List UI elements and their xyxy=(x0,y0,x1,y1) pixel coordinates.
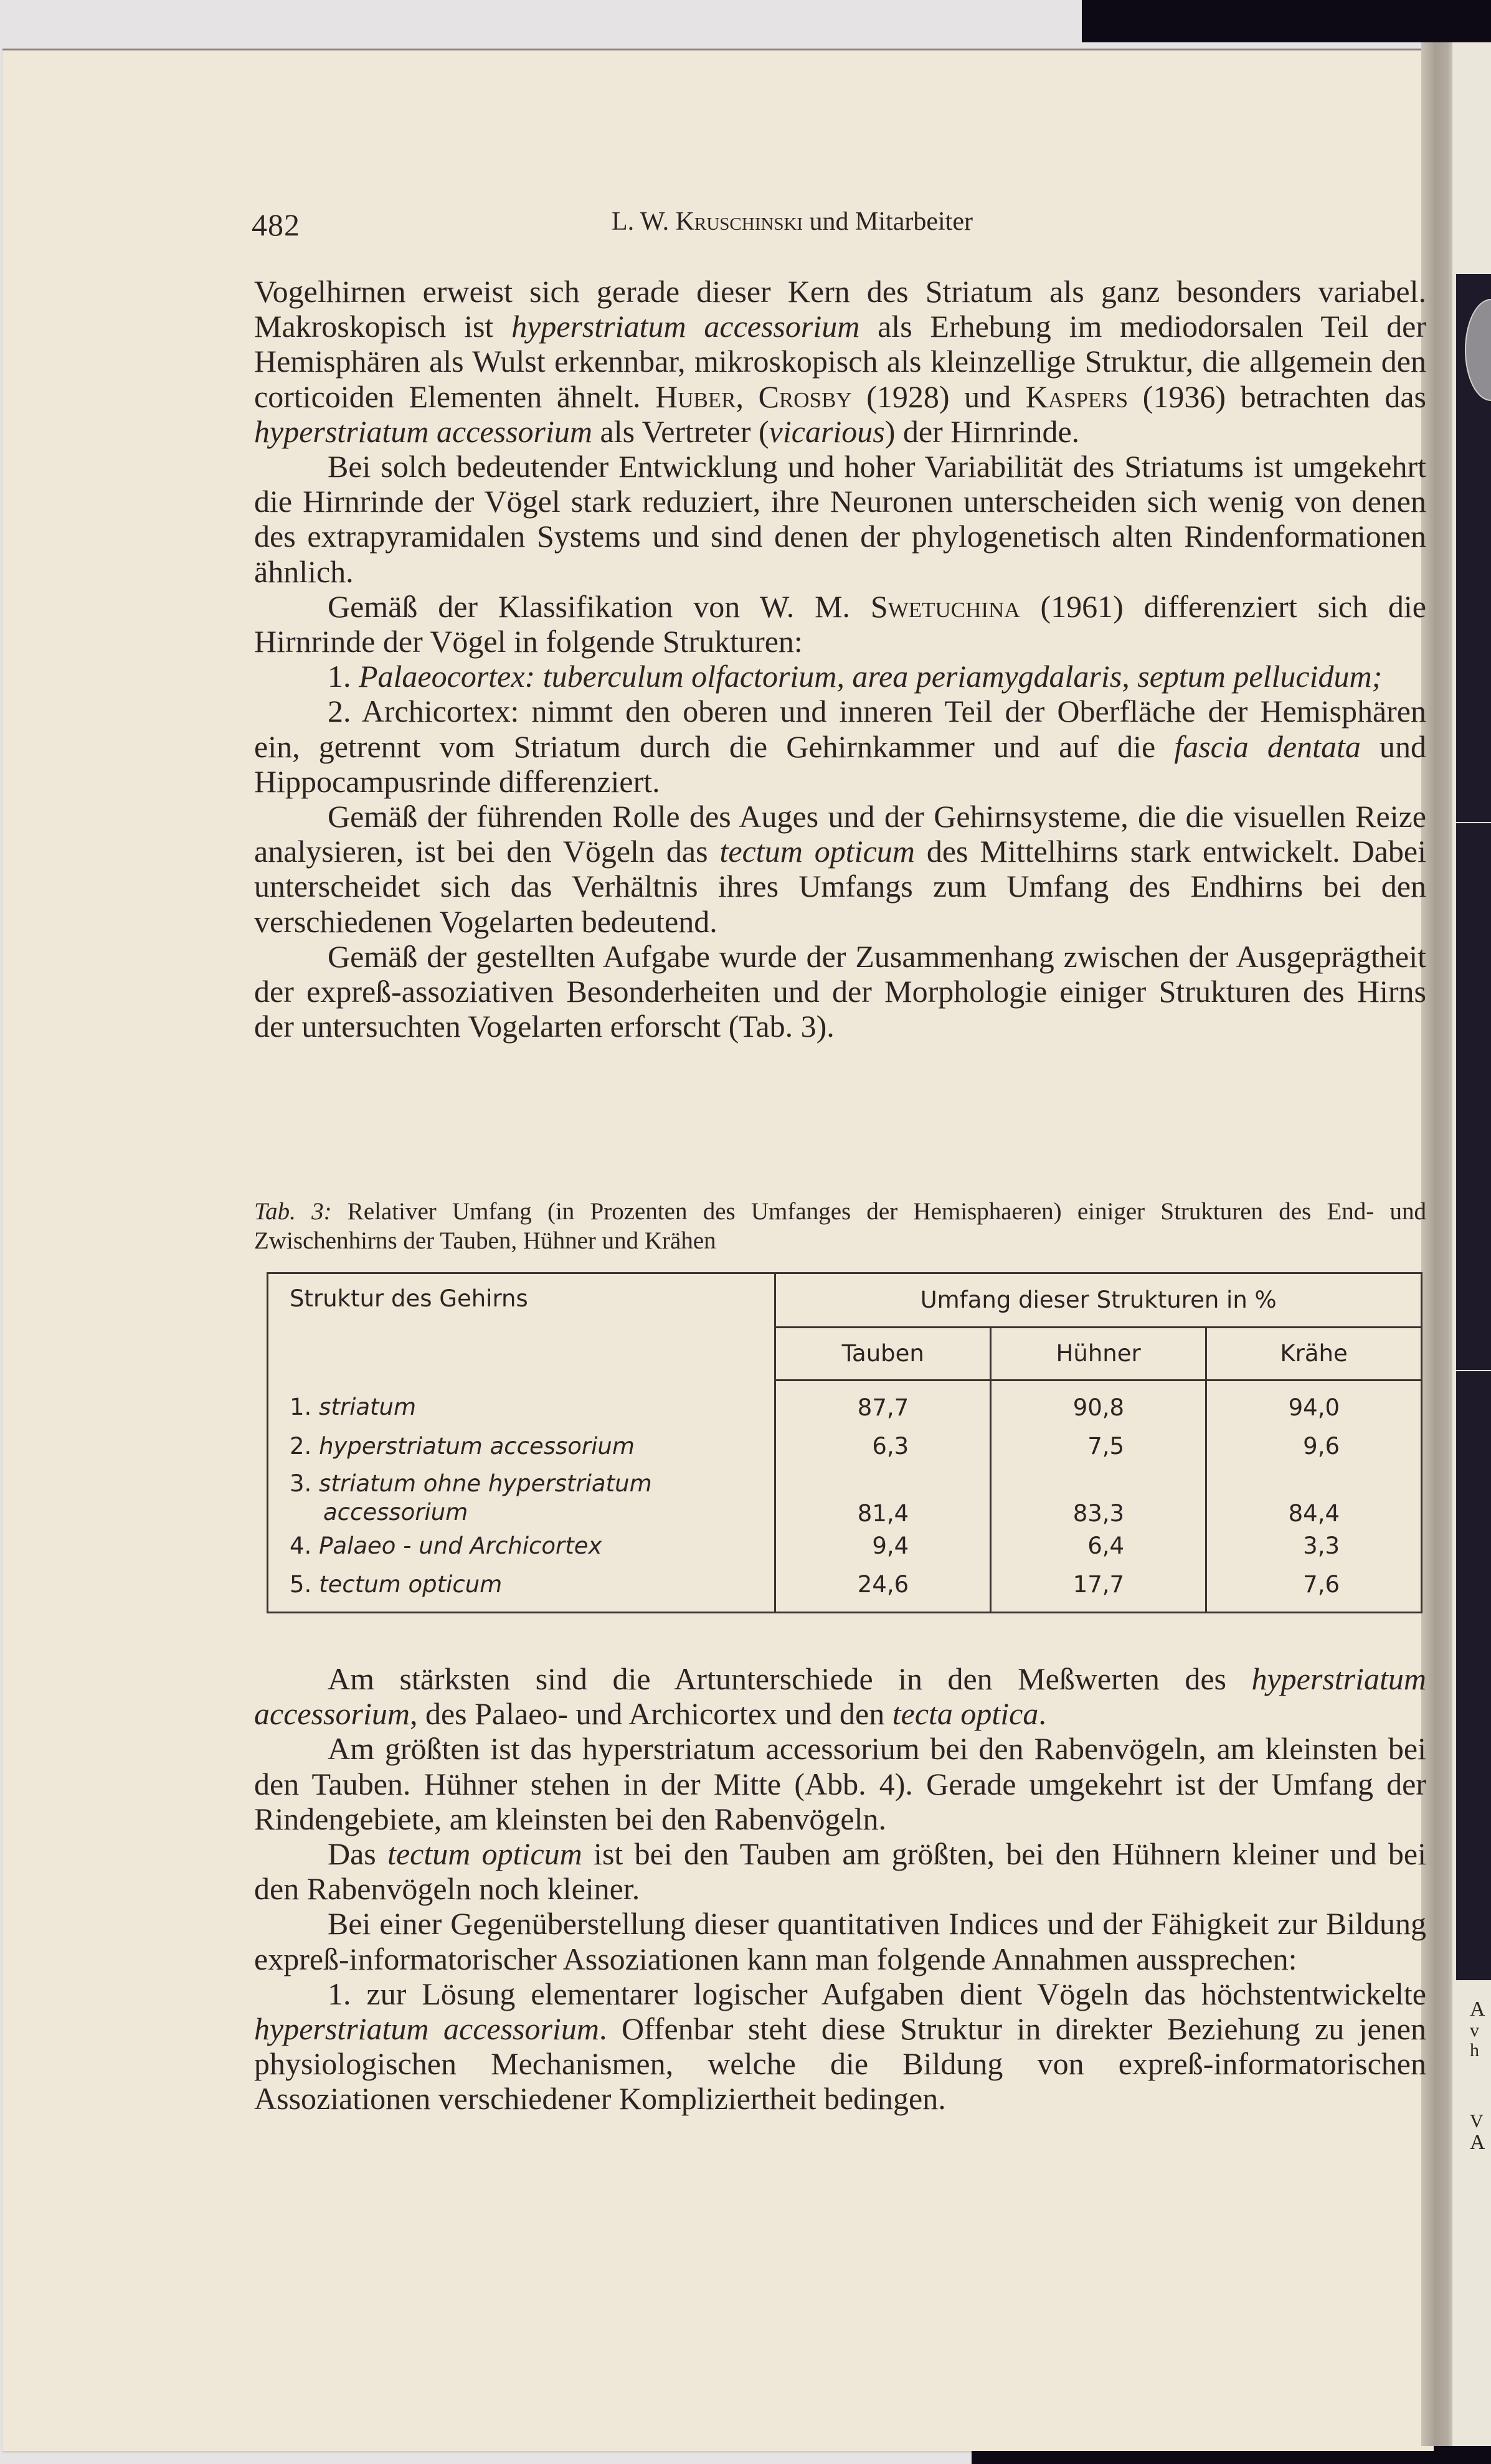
italic-term: hyperstriatum accessorium xyxy=(254,1661,1426,1732)
row-number: 1. xyxy=(290,1394,312,1421)
paragraph xyxy=(254,449,1426,589)
text-run: Vogelhirnen erweist sich gerade dieser Kern des Striatum als ganz besonders variabel. Makroskopisch ist xyxy=(254,274,1426,344)
row-number: 4. xyxy=(290,1532,312,1559)
text-run: (1961) differenziert sich die Hirnrinde der Vögel in folgende Strukturen: xyxy=(254,588,1426,659)
cell-huehner: 7,5 xyxy=(991,1427,1206,1466)
italic-term: tecta optica xyxy=(892,1696,1039,1732)
cell-tauben: 9,4 xyxy=(775,1527,991,1565)
cell-tauben: 87,7 xyxy=(775,1380,991,1427)
italic-term: hyperstriatum accessorium xyxy=(511,309,860,344)
cell-tauben: 6,3 xyxy=(775,1427,991,1466)
author-name: Crosby xyxy=(758,379,852,414)
cell-kraehe: 3,3 xyxy=(1206,1527,1422,1565)
text-run: 2. Archicortex: nimmt den oberen und inneren Teil der Oberfläche der Hemisphären ein, getrennt vom Striatum durch die Gehirnkammer und auf die xyxy=(254,694,1426,764)
table-row xyxy=(268,1427,1422,1466)
paragraph xyxy=(254,1836,1426,1906)
row-structure-name xyxy=(268,1466,775,1527)
italic-term: fascia dentata xyxy=(1174,729,1361,764)
text-run: ) der Hirnrinde. xyxy=(884,413,1080,449)
data-table xyxy=(267,1272,1422,1613)
paragraph xyxy=(254,1906,1426,1976)
text-run: Gemäß der führenden Rolle des Auges und der Gehirnsysteme, die die visuellen Reize analysieren, ist bei den Vögeln das xyxy=(254,799,1426,869)
table-caption xyxy=(254,1197,1426,1255)
running-head xyxy=(612,207,973,237)
photo-divider xyxy=(1456,822,1491,823)
author-name: Swetuchina xyxy=(870,588,1020,624)
table-row xyxy=(268,1527,1422,1565)
book-gutter xyxy=(1421,42,1456,2446)
text-run: . Offenbar steht diese Struktur in direkter Beziehung zu jenen physiologischen Mechanismen, welche die Bildung von expreß-informatorischen Assoziationen verschiedener Kompliziertheit bedingen. xyxy=(254,2011,1426,2117)
italic-term: tectum opticum xyxy=(719,834,915,869)
italic-term: tectum opticum xyxy=(387,1836,582,1872)
author-name: Huber xyxy=(655,379,736,414)
text-run: des Mittelhirns stark entwickelt. Dabei unterscheidet sich das Verhältnis ihres Umfangs zum Umfang des Endhirns bei den verschiedenen Vogelarten bedeutend. xyxy=(254,834,1426,939)
text-run: Gemäß der Klassifikation von W. M. xyxy=(328,588,871,624)
table-caption-text: Relativer Umfang (in Prozenten des Umfanges der Hemisphaeren) einiger Strukturen des End- und Zwischenhirns der Tauben, Hühner und Krähen xyxy=(254,1198,1426,1254)
paragraph xyxy=(254,939,1426,1044)
photo-divider xyxy=(1456,1370,1491,1371)
text-run: (1928) und xyxy=(851,379,1026,414)
column-header-kraehe: Krähe xyxy=(1206,1327,1422,1380)
italic-term: Palaeocortex: tuberculum olfactorium, area periamygdalaris, septum pellucidum; xyxy=(359,659,1383,694)
adjacent-caption-fragment: A xyxy=(1470,2131,1485,2154)
row-structure-name xyxy=(268,1527,775,1565)
cell-kraehe: 94,0 xyxy=(1206,1380,1422,1427)
text-run: 1. zur Lösung elementarer logischer Aufgaben dient Vögeln das höchstentwickelte xyxy=(328,1976,1426,2011)
row-label-continued: accessorium xyxy=(323,1498,468,1526)
text-run: ist bei den Tauben am größten, bei den Hühnern kleiner und bei den Rabenvögeln noch kleiner. xyxy=(254,1836,1426,1907)
table-row xyxy=(268,1380,1422,1427)
text-run: , xyxy=(736,379,759,414)
table-row xyxy=(268,1466,1422,1527)
body-text-top xyxy=(254,274,1426,1044)
text-run: als Erhebung im mediodorsalen Teil der Hemisphären als Wulst erkennbar, mikroskopisch als kleinzellige Struktur, die allgemein den corticoiden Elementen ähnelt. xyxy=(254,309,1426,414)
text-run: 1. xyxy=(328,659,359,694)
cell-kraehe: 84,4 xyxy=(1206,1466,1422,1527)
row-label: tectum opticum xyxy=(319,1571,503,1598)
adjacent-caption-fragment: V xyxy=(1470,2111,1484,2131)
cell-tauben: 24,6 xyxy=(775,1565,991,1613)
paragraph xyxy=(254,274,1426,449)
page-header xyxy=(252,207,1422,244)
column-header-huehner: Hühner xyxy=(991,1327,1206,1380)
row-label: striatum xyxy=(319,1394,417,1421)
table-row xyxy=(268,1565,1422,1613)
paragraph xyxy=(254,694,1426,799)
dark-backdrop xyxy=(1082,0,1491,42)
cell-huehner: 17,7 xyxy=(991,1565,1206,1613)
paragraph xyxy=(254,659,1426,694)
cell-tauben: 81,4 xyxy=(775,1466,991,1527)
column-header-tauben: Tauben xyxy=(775,1327,991,1380)
italic-term: vicarious xyxy=(769,413,885,449)
adjacent-page-photo xyxy=(1456,274,1491,1980)
row-structure-name xyxy=(268,1380,775,1427)
text-run: Bei einer Gegenüberstellung dieser quantitativen Indices und der Fähigkeit zur Bildung expreß-informatorischer Assoziationen kann man folgende Annahmen aussprechen: xyxy=(254,1906,1426,1976)
table-caption-label: Tab. 3: xyxy=(254,1198,332,1225)
adjacent-caption-fragment: v xyxy=(1470,2020,1479,2041)
text-run: , des Palaeo- und Archicortex und den xyxy=(409,1696,892,1732)
text-run: als Vertreter ( xyxy=(592,413,769,449)
text-run: . xyxy=(1038,1696,1046,1732)
cell-kraehe: 9,6 xyxy=(1206,1427,1422,1466)
author-name: Kaspers xyxy=(1025,379,1129,414)
cell-huehner: 90,8 xyxy=(991,1380,1206,1427)
text-run: Am stärksten sind die Artunterschiede in den Meßwerten des xyxy=(328,1661,1252,1696)
paragraph xyxy=(254,1661,1426,1731)
cell-kraehe: 7,6 xyxy=(1206,1565,1422,1613)
row-label: Palaeo - und Archicortex xyxy=(319,1532,602,1559)
italic-term: hyperstriatum accessorium xyxy=(254,413,592,449)
paragraph xyxy=(254,1731,1426,1836)
text-run: (1936) betrachten das xyxy=(1128,379,1426,414)
cell-huehner: 6,4 xyxy=(991,1527,1206,1565)
row-number: 5. xyxy=(290,1571,312,1598)
body-text-bottom xyxy=(254,1661,1426,2117)
paragraph xyxy=(254,799,1426,939)
text-run: Am größten ist das hyperstriatum accessorium bei den Rabenvögeln, am kleinsten bei den Tauben. Hühner stehen in der Mitte (Abb. 4). Gerade umgekehrt ist der Umfang der Rindengebiete, am kleinsten bei den Rabenvögeln. xyxy=(254,1731,1426,1836)
italic-term: hyperstriatum accessorium xyxy=(254,2011,599,2047)
row-label: hyperstriatum accessorium xyxy=(319,1433,635,1460)
text-run: Das xyxy=(328,1836,388,1872)
page-number: 482 xyxy=(252,207,300,242)
running-head-initials: L. W. xyxy=(612,207,676,236)
text-run: Bei solch bedeutender Entwicklung und hoher Variabilität des Striatums ist umgekehrt die Hirnrinde der Vögel stark reduziert, ihre Neuronen unterscheiden sich wenig von denen des extrapyramidalen Systems und sind denen der phylogenetisch alten Rindenformationen ähnlich. xyxy=(254,449,1426,589)
running-head-suffix: und Mitarbeiter xyxy=(803,207,973,236)
row-label: striatum ohne hyperstriatum xyxy=(319,1470,652,1497)
paragraph xyxy=(254,1976,1426,2117)
row-structure-name xyxy=(268,1427,775,1466)
adjacent-caption-fragment: h xyxy=(1470,2040,1479,2060)
photo-specimen xyxy=(1465,299,1491,401)
row-structure-name xyxy=(268,1565,775,1613)
text-run: und Hippocampusrinde differenziert. xyxy=(254,729,1427,799)
text-run: Gemäß der gestellten Aufgabe wurde der Zusammenhang zwischen der Ausgeprägtheit der expreß-assoziativen Besonderheiten und der Morphologie einiger Strukturen des Hirns der untersuchten Vogelarten erforscht (Tab. 3). xyxy=(254,938,1426,1044)
running-head-author: Kruschinski xyxy=(675,207,803,236)
cell-huehner: 83,3 xyxy=(991,1466,1206,1527)
column-header-structure: Struktur des Gehirns xyxy=(290,1285,528,1312)
row-number: 3. xyxy=(290,1470,312,1497)
column-header-group: Umfang dieser Strukturen in % xyxy=(775,1273,1422,1328)
row-number: 2. xyxy=(290,1433,312,1460)
adjacent-caption-fragment: A xyxy=(1470,1998,1485,2021)
paragraph xyxy=(254,589,1426,659)
